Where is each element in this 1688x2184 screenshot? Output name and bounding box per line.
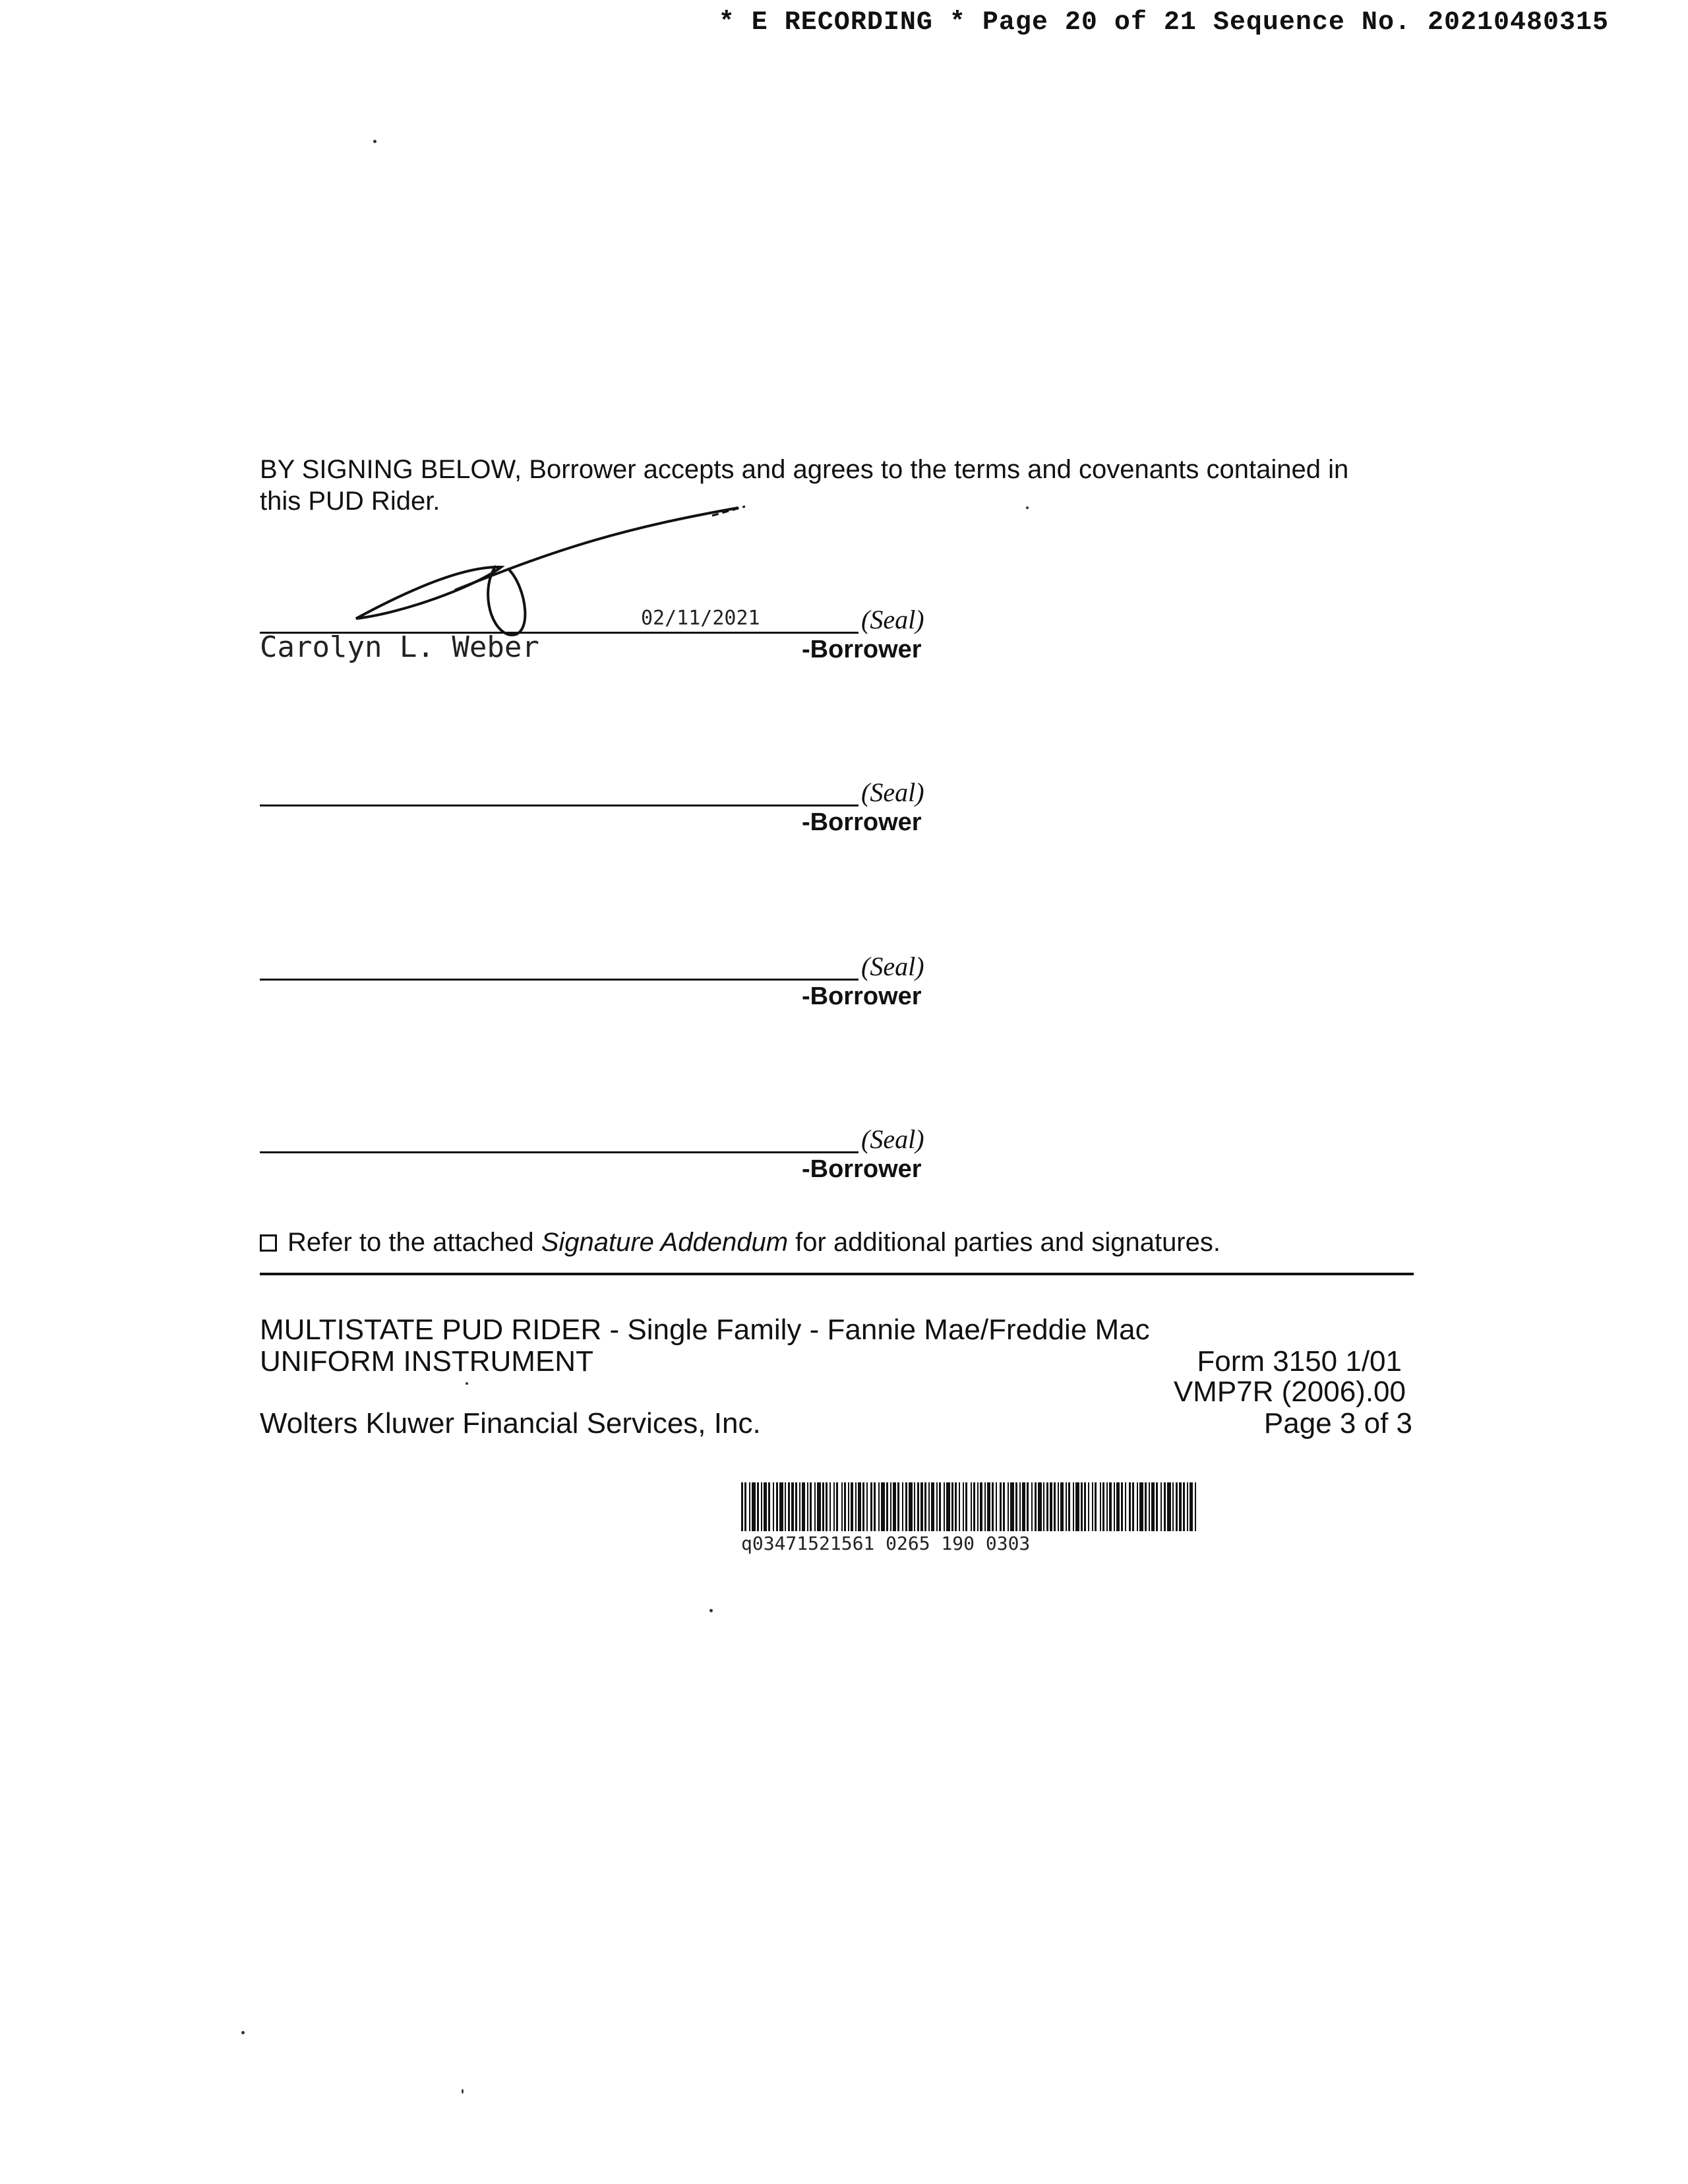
barcode-bar xyxy=(1195,1482,1196,1531)
seal-label: (Seal) xyxy=(861,777,924,807)
form-number: Form 3150 1/01 xyxy=(1197,1345,1402,1378)
scan-speck xyxy=(462,2089,464,2094)
signature-date: 02/11/2021 xyxy=(641,607,760,630)
scan-speck xyxy=(373,140,377,143)
addendum-checkbox[interactable] xyxy=(260,1234,277,1252)
signature-line xyxy=(260,804,859,806)
borrower-label: -Borrower xyxy=(802,808,922,836)
form-title: MULTISTATE PUD RIDER - Single Family - Fannie Mae/Freddie Mac xyxy=(260,1314,1150,1346)
scan-speck xyxy=(466,1382,468,1385)
acceptance-statement: BY SIGNING BELOW, Borrower accepts and agrees to the terms and covenants contained in this PUD Rider. xyxy=(260,455,1349,516)
signature-line xyxy=(260,979,859,981)
seal-label: (Seal) xyxy=(861,1124,924,1154)
publisher-name: Wolters Kluwer Financial Services, Inc. xyxy=(260,1407,761,1440)
seal-label: (Seal) xyxy=(861,952,924,981)
addendum-text-suffix: for additional parties and signatures. xyxy=(788,1228,1221,1257)
scan-speck xyxy=(709,1609,713,1612)
recording-header: * E RECORDING * Page 20 of 21 Sequence No. 20210480315 xyxy=(718,8,1609,38)
borrower-label: -Borrower xyxy=(802,1155,922,1183)
barcode-bars xyxy=(741,1482,1200,1531)
addendum-emphasis: Signature Addendum xyxy=(541,1228,789,1257)
horizontal-rule xyxy=(260,1273,1414,1275)
signature-line xyxy=(260,1151,859,1153)
page-indicator: Page 3 of 3 xyxy=(1263,1407,1412,1440)
borrower-typed-name: Carolyn L. Weber xyxy=(260,630,539,664)
signature-addendum-reference xyxy=(260,1228,1221,1258)
barcode-number: q03471521561 0265 190 0303 xyxy=(741,1532,1031,1554)
document-barcode xyxy=(741,1482,1200,1554)
addendum-text-prefix: Refer to the attached xyxy=(287,1228,541,1257)
scan-speck xyxy=(241,2031,245,2034)
seal-label: (Seal) xyxy=(861,605,924,634)
vmp-code: VMP7R (2006).00 xyxy=(1173,1376,1406,1408)
uniform-instrument-label: UNIFORM INSTRUMENT xyxy=(260,1345,593,1378)
borrower-label: -Borrower xyxy=(802,983,922,1010)
borrower-label: -Borrower xyxy=(802,636,922,663)
